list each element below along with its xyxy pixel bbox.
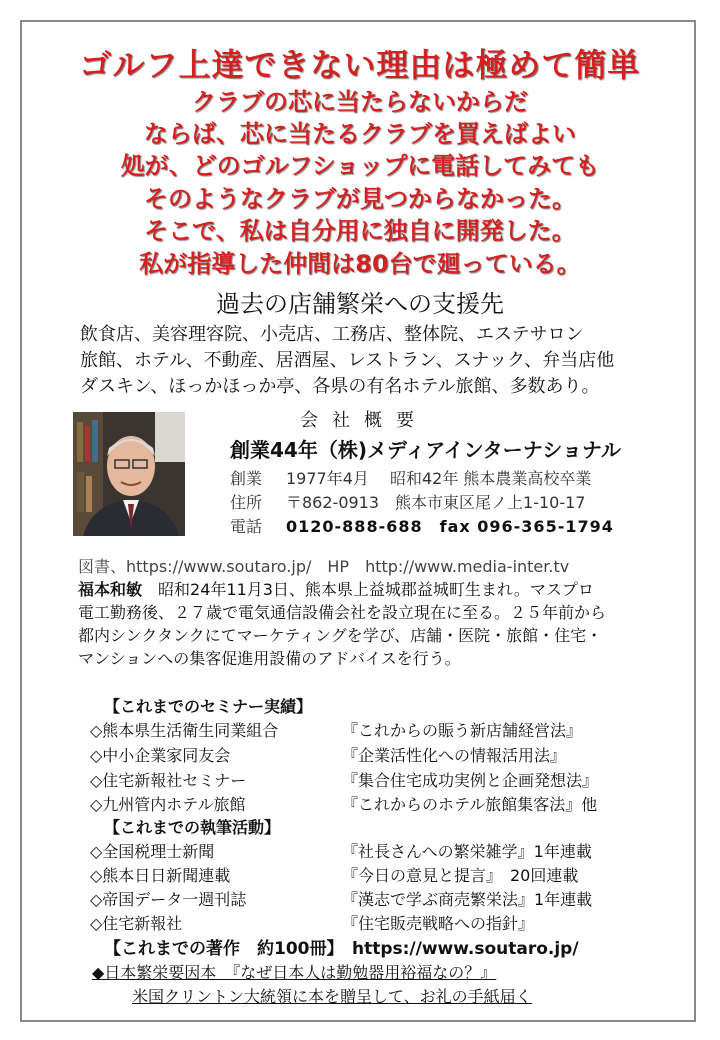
writing-title: 『社長さんへの繁栄雑学』1年連載: [342, 842, 592, 861]
founded-row: [230, 466, 591, 489]
address-label: 住所: [230, 493, 263, 512]
writing-row: [90, 911, 534, 934]
writing-title: 『今日の意見と提言』 20回連載: [342, 866, 579, 885]
seminar-org: ◇住宅新報社セミナー: [90, 771, 247, 790]
headline-line: クラブの芯に当たらないからだ: [192, 88, 528, 116]
headline-line: ならば、芯に当たるクラブを買えばよい: [144, 120, 576, 148]
urls-line: 図書、https://www.soutaro.jp/ HP http://www.media-inter.tv: [78, 557, 570, 576]
address-row: [230, 490, 585, 513]
clients-line: 飲食店、美容理容院、小売店、工務店、整体院、エステサロン: [80, 324, 584, 345]
seminar-row: [90, 743, 566, 766]
writing-title: 『漢志で学ぶ商売繁栄法』1年連載: [342, 890, 593, 909]
seminar-row: [90, 718, 582, 741]
bio: [78, 578, 688, 670]
seminar-row: [90, 792, 597, 815]
writing-heading: 【これまでの執筆活動】: [104, 818, 281, 837]
writing-row: [90, 839, 592, 862]
headline-line: 処が、どのゴルフショップに電話してみても: [120, 152, 600, 180]
clients-title: 過去の店舗繁栄への支援先: [216, 290, 504, 318]
seminar-title: 『集合住宅成功実例と企画発想法』: [342, 771, 599, 790]
headline-line: 私が指導した仲間は80台で廻っている。: [139, 250, 581, 278]
headline-line: そこで、私は自分用に独自に開発した。: [144, 217, 576, 245]
phone-row: [230, 514, 614, 537]
footer-book-line: ◆日本繁栄要因本 『なぜ日本人は勤勉器用裕福なの？』: [92, 963, 497, 982]
seminar-org: ◇九州管内ホテル旅館: [90, 795, 246, 814]
headline-line: そのようなクラブが見つからなかった。: [144, 185, 576, 213]
bio-line: マンションへの集客促進用設備のアドバイスを行う。: [78, 649, 461, 668]
seminar-row: [90, 768, 598, 791]
writing-row: [90, 863, 578, 886]
writing-org: ◇帝国データ一週刊誌: [90, 890, 247, 909]
clients-line: ダスキン、ほっかほっか亭、各県の有名ホテル旅館、多数あり。: [80, 376, 600, 397]
seminar-title: 『これからのホテル旅館集客法』他: [342, 795, 598, 814]
company-heading: 会社概要: [300, 410, 428, 431]
seminar-title: 『企業活性化への情報活用法』: [342, 746, 567, 765]
writing-row: [90, 887, 592, 910]
writing-org: ◇熊本日日新聞連載: [90, 866, 231, 885]
seminars-heading: 【これまでのセミナー実績】: [104, 697, 313, 716]
bio-line: [78, 578, 688, 601]
founder-photo: [73, 412, 185, 536]
clients-line: 旅館、ホテル、不動産、居酒屋、レストラン、スナック、弁当店他: [80, 350, 615, 371]
headline-main: ゴルフ上達できない理由は極めて簡単: [79, 46, 641, 84]
phone-label: 電話: [230, 517, 263, 536]
bio-name: 福本和敏: [78, 580, 143, 599]
footer-letter-line: 米国クリントン大統領に本を贈呈して、お礼の手紙届く: [132, 987, 532, 1006]
seminar-org: ◇中小企業家同友会: [90, 746, 231, 765]
seminar-org: ◇熊本県生活衛生同業組合: [90, 721, 279, 740]
writing-org: ◇全国税理士新聞: [90, 842, 215, 861]
writing-title: 『住宅販売戦略への指針』: [342, 914, 535, 933]
books-line: 【これまでの著作 約100冊】 https://www.soutaro.jp/: [104, 939, 579, 959]
writing-org: ◇住宅新報社: [90, 914, 183, 933]
company-name: 創業44年（株)メディアインターナショナル: [230, 438, 621, 462]
seminar-title: 『これからの賑う新店舗経営法』: [342, 721, 583, 740]
phone-value: 0120-888-688 fax 096-365-1794: [286, 517, 614, 536]
founded-value: 1977年4月 昭和42年 熊本農業高校卒業: [286, 469, 592, 488]
founded-label: 創業: [230, 469, 263, 488]
address-value: 〒862-0913 熊本市東区尾ノ上1-10-17: [286, 493, 586, 512]
bio-line: 電工勤務後、２７歳で電気通信設備会社を設立現在に至る。２５年前から: [78, 603, 607, 622]
bio-text: 昭和24年11月3日、熊本県上益城郡益城町生まれ。マスプロ: [158, 580, 594, 599]
bio-line: 都内シンクタンクにてマーケティングを学び、店舗・医院・旅館・住宅・: [78, 626, 603, 645]
